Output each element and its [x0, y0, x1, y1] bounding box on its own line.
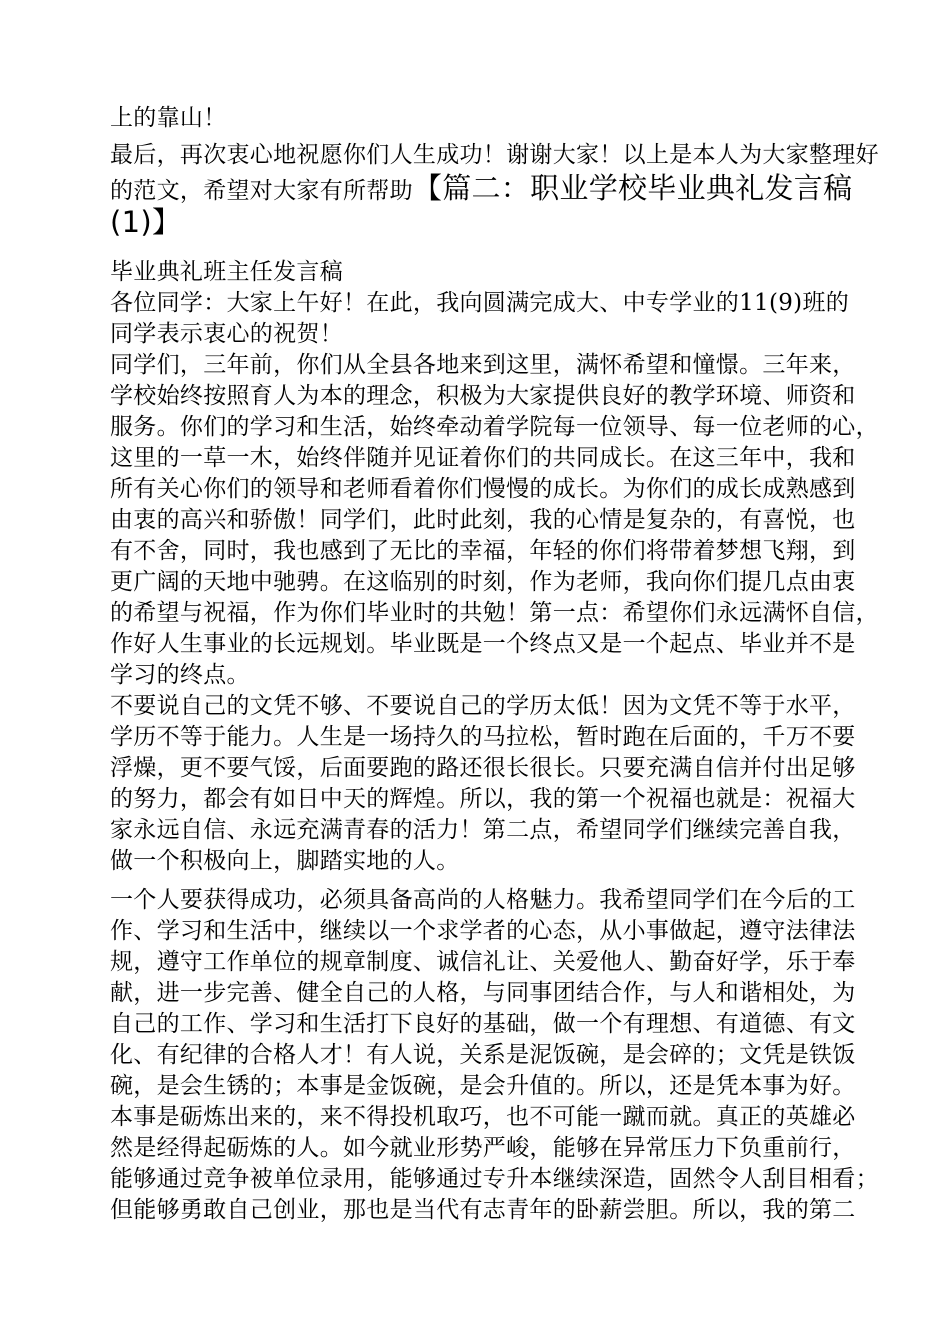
text-line	[110, 171, 870, 205]
text-line: 上的靠山！	[110, 105, 227, 131]
paragraph	[110, 288, 870, 350]
paragraph	[110, 885, 879, 1226]
paragraph	[110, 350, 879, 691]
text-line: 本事是砺炼出来的，来不得投机取巧，也不可能一蹴而就。真正的英雄必	[110, 1104, 856, 1130]
text-line: 化、有纪律的合格人才！有人说，关系是泥饭碗，是会碎的；文凭是铁饭	[110, 1042, 856, 1068]
text-line: 同学表示衷心的祝贺！	[110, 321, 343, 347]
text-line: 家永远自信、永远充满青春的活力！第二点，希望同学们继续完善自我，	[110, 817, 856, 843]
text-line: 一个人要获得成功，必须具备高尚的人格魅力。我希望同学们在今后的工	[110, 887, 856, 913]
text-line: 学习的终点。	[110, 662, 250, 688]
text-line: 的希望与祝福，作为你们毕业时的共勉！第一点：希望你们永远满怀自信，	[110, 600, 879, 626]
text-line: 作好人生事业的长远规划。毕业既是一个终点又是一个起点、毕业并不是	[110, 631, 856, 657]
text-line: 所有关心你们的领导和老师看着你们慢慢的成长。为你们的成长成熟感到	[110, 476, 856, 502]
text-line: 然是经得起砺炼的人。如今就业形势严峻，能够在异常压力下负重前行，	[110, 1135, 856, 1161]
document-page	[110, 103, 879, 1226]
paragraph	[110, 691, 870, 877]
text-line: 规，遵守工作单位的规章制度、诚信礼让、关爱他人、勤奋好学，乐于奉	[110, 949, 856, 975]
section-heading: 【篇二：职业学校毕业典礼发言稿	[412, 171, 853, 205]
text-line: 这里的一草一木，始终伴随并见证着你们的共同成长。在这三年中，我和	[110, 445, 856, 471]
body-text	[110, 288, 879, 1226]
text-line: 由衷的高兴和骄傲！同学们，此时此刻，我的心情是复杂的，有喜悦，也	[110, 507, 856, 533]
text-line: 各位同学：大家上午好！在此，我向圆满完成大、中专学业的11(9)班的	[110, 290, 850, 316]
text-line: 同学们，三年前，你们从全县各地来到这里，满怀希望和憧憬。三年来，	[110, 352, 856, 378]
text-segment: 的范文，希望对大家有所帮助	[110, 178, 413, 204]
text-line: 做一个积极向上，脚踏实地的人。	[110, 848, 460, 874]
text-line: 浮燥，更不要气馁，后面要跑的路还很长很长。只要充满自信并付出足够	[110, 755, 856, 781]
text-line: 有不舍，同时，我也感到了无比的幸福，年轻的你们将带着梦想飞翔，到	[110, 538, 856, 564]
section-heading-continued: (1)】	[110, 205, 182, 239]
text-line: 最后，再次衷心地祝愿你们人生成功！谢谢大家！以上是本人为大家整理好	[110, 142, 879, 168]
text-line: 服务。你们的学习和生活，始终牵动着学院每一位领导、每一位老师的心，	[110, 414, 879, 440]
text-line: 不要说自己的文凭不够、不要说自己的学历太低！因为文凭不等于水平，	[110, 693, 856, 719]
document-title: 毕业典礼班主任发言稿	[110, 259, 343, 285]
text-line: 更广阔的天地中驰骋。在这临别的时刻，作为老师，我向你们提几点由衷	[110, 569, 856, 595]
text-line: 献，进一步完善、健全自己的人格，与同事团结合作，与人和谐相处，为	[110, 980, 856, 1006]
text-line: 碗，是会生锈的；本事是金饭碗，是会升值的。所以，还是凭本事为好。	[110, 1073, 856, 1099]
text-line: 能够通过竞争被单位录用，能够通过专升本继续深造，固然令人刮目相看；	[110, 1166, 879, 1192]
text-line: 学历不等于能力。人生是一场持久的马拉松，暂时跑在后面的，千万不要	[110, 724, 856, 750]
text-line: 学校始终按照育人为本的理念，积极为大家提供良好的教学环境、师资和	[110, 383, 856, 409]
text-line: 作、学习和生活中，继续以一个求学者的心态，从小事做起，遵守法律法	[110, 918, 856, 944]
text-line: 自己的工作、学习和生活打下良好的基础，做一个有理想、有道德、有文	[110, 1011, 856, 1037]
text-line: 的努力，都会有如日中天的辉煌。所以，我的第一个祝福也就是：祝福大	[110, 786, 856, 812]
text-line: 但能够勇敢自己创业，那也是当代有志青年的卧薪尝胆。所以，我的第二	[110, 1197, 856, 1223]
